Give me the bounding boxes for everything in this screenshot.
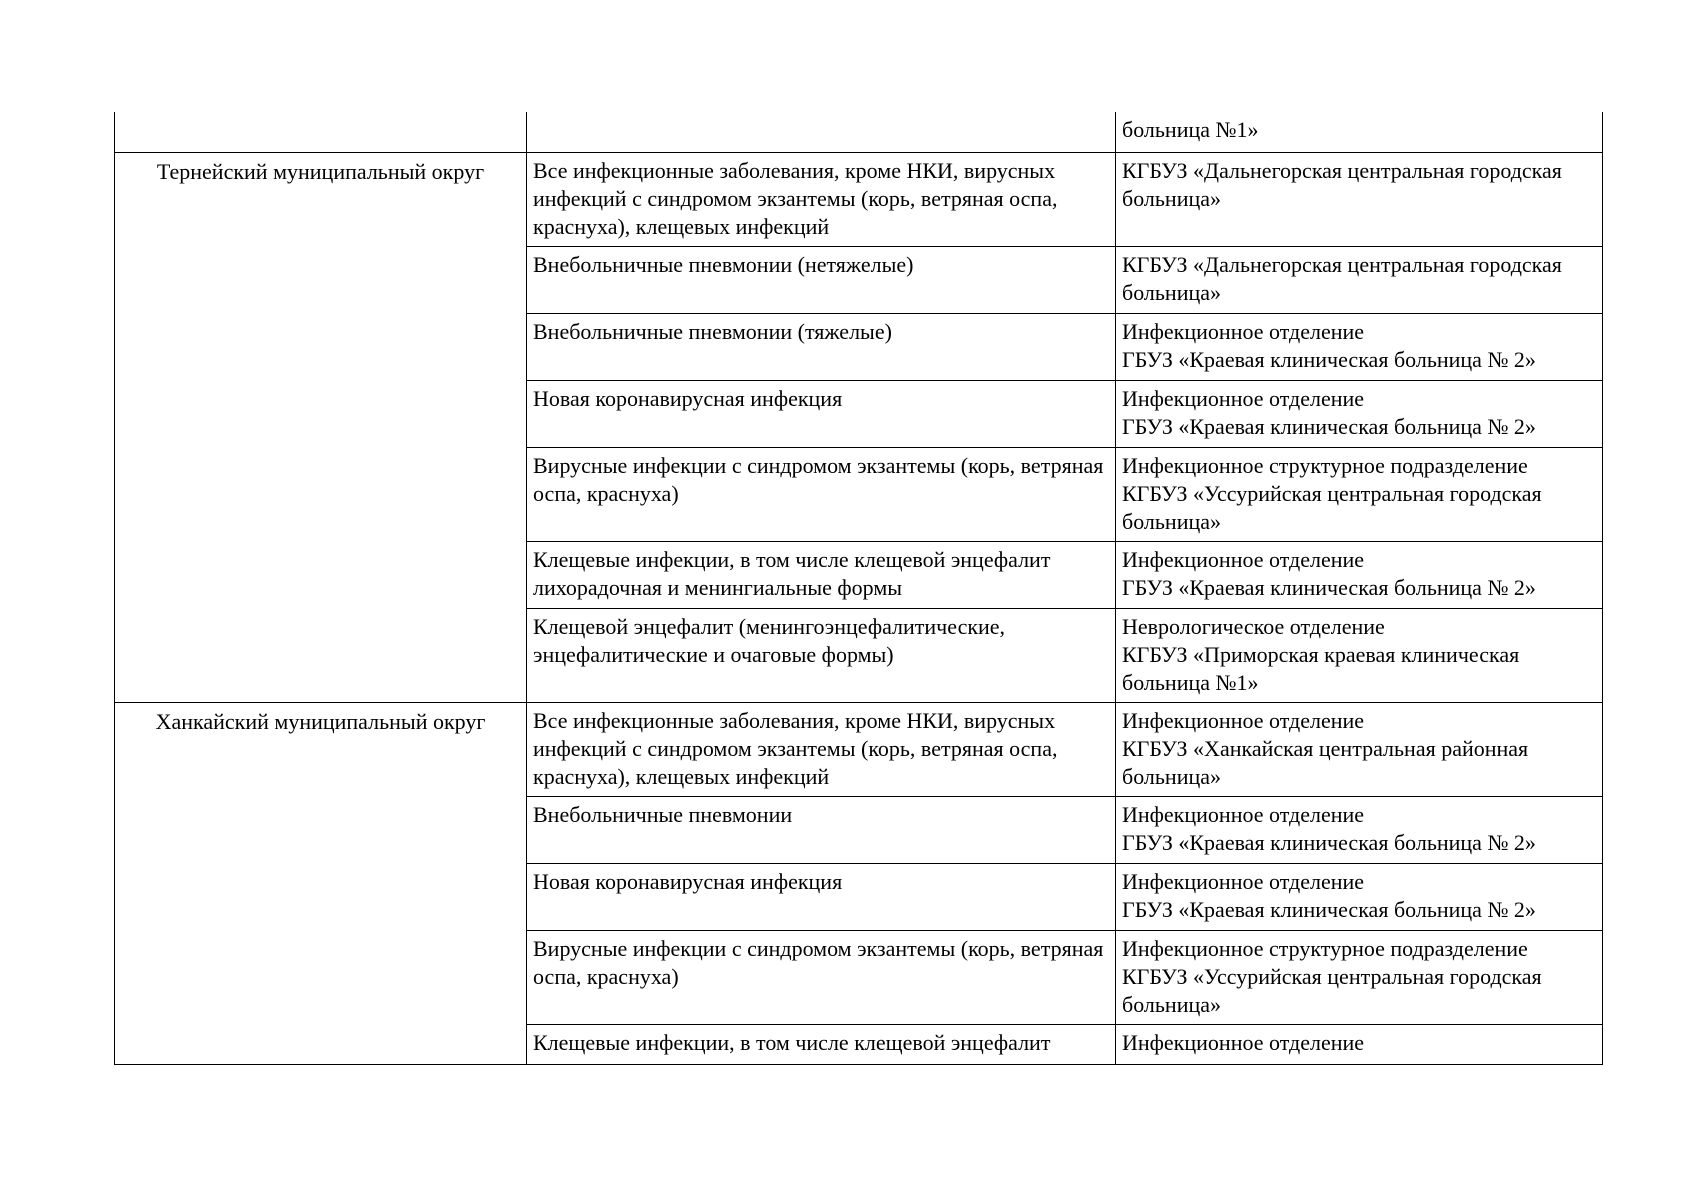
facility-cell: Инфекционное отделение ГБУЗ «Краевая клиническая больница № 2»: [1116, 863, 1603, 930]
district-cell: Тернейский муниципальный округ: [115, 152, 527, 702]
disease-cell: Новая коронавирусная инфекция: [527, 863, 1116, 930]
table-row: [115, 152, 1603, 246]
disease-cell: Клещевой энцефалит (менингоэнцефалитические, энцефалитические и очаговые формы): [527, 608, 1116, 702]
facility-cell: Инфекционное структурное подразделение КГБУЗ «Уссурийская центральная городская больница»: [1116, 447, 1603, 541]
facility-cell: Инфекционное структурное подразделение КГБУЗ «Уссурийская центральная городская больница»: [1116, 930, 1603, 1024]
facility-cell: Инфекционное отделение ГБУЗ «Краевая клиническая больница № 2»: [1116, 380, 1603, 447]
disease-cell: Внебольничные пневмонии (тяжелые): [527, 313, 1116, 380]
facility-cell: Инфекционное отделение: [1116, 1024, 1603, 1064]
hospitalization-routing-table: [114, 112, 1603, 1065]
disease-cell: Клещевые инфекции, в том числе клещевой энцефалит лихорадочная и менингиальные формы: [527, 541, 1116, 608]
district-cell: [115, 112, 527, 152]
facility-cell: Неврологическое отделение КГБУЗ «Приморская краевая клиническая больница №1»: [1116, 608, 1603, 702]
facility-cell: Инфекционное отделение ГБУЗ «Краевая клиническая больница № 2»: [1116, 313, 1603, 380]
disease-cell: Все инфекционные заболевания, кроме НКИ, вирусных инфекций с синдромом экзантемы (корь, ветряная оспа, краснуха), клещевых инфекций: [527, 702, 1116, 796]
facility-cell: КГБУЗ «Дальнегорская центральная городская больница»: [1116, 152, 1603, 246]
disease-cell: Новая коронавирусная инфекция: [527, 380, 1116, 447]
table-row: [115, 112, 1603, 152]
disease-cell: Внебольничные пневмонии: [527, 796, 1116, 863]
facility-cell: КГБУЗ «Дальнегорская центральная городская больница»: [1116, 246, 1603, 313]
facility-cell: больница №1»: [1116, 112, 1603, 152]
district-cell: Ханкайский муниципальный округ: [115, 702, 527, 1064]
disease-cell: Внебольничные пневмонии (нетяжелые): [527, 246, 1116, 313]
facility-cell: Инфекционное отделение КГБУЗ «Ханкайская центральная районная больница»: [1116, 702, 1603, 796]
disease-cell: Вирусные инфекции с синдромом экзантемы (корь, ветряная оспа, краснуха): [527, 930, 1116, 1024]
facility-cell: Инфекционное отделение ГБУЗ «Краевая клиническая больница № 2»: [1116, 796, 1603, 863]
disease-cell: [527, 112, 1116, 152]
facility-cell: Инфекционное отделение ГБУЗ «Краевая клиническая больница № 2»: [1116, 541, 1603, 608]
disease-cell: Все инфекционные заболевания, кроме НКИ, вирусных инфекций с синдромом экзантемы (корь, ветряная оспа, краснуха), клещевых инфекций: [527, 152, 1116, 246]
disease-cell: Клещевые инфекции, в том числе клещевой энцефалит: [527, 1024, 1116, 1064]
disease-cell: Вирусные инфекции с синдромом экзантемы (корь, ветряная оспа, краснуха): [527, 447, 1116, 541]
table-row: [115, 702, 1603, 796]
